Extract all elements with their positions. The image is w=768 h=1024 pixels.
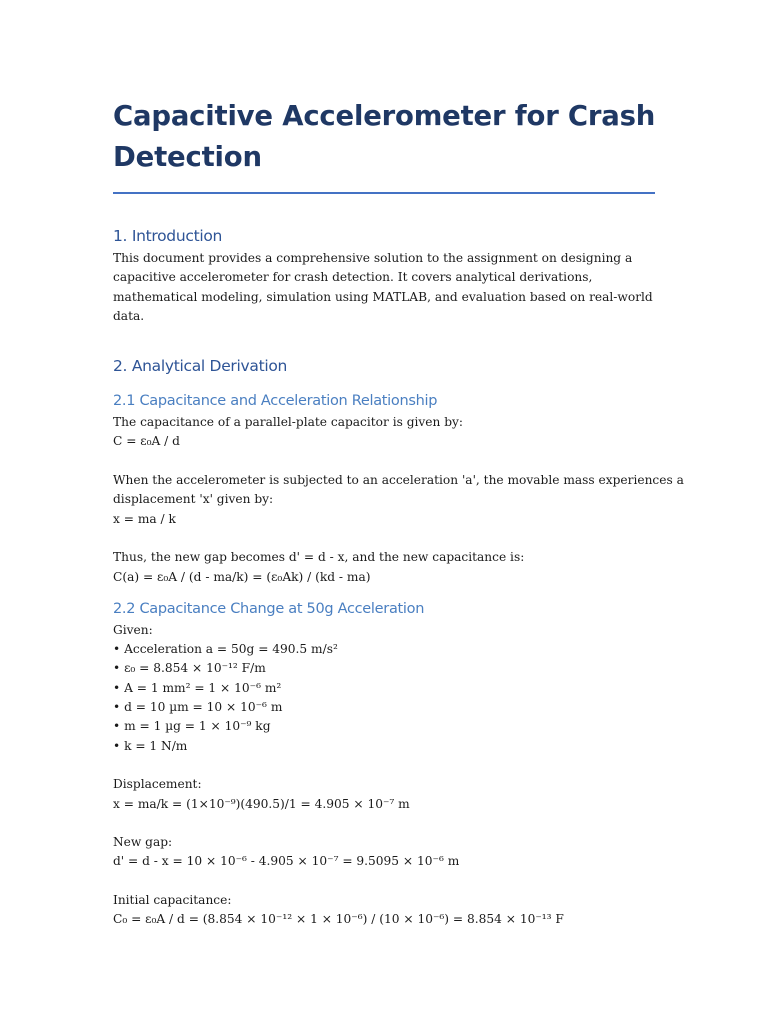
introduction-paragraph: This document provides a comprehensive solution to the assignment on designing a capacitive accelerometer for crash detection. It covers analytical derivations, mathematical modeling, simulation using MATLAB, and evaluation based on real-world data. [113, 251, 653, 323]
initial-capacitance-calculation: C₀ = ε₀A / d = (8.854 × 10⁻¹² × 1 × 10⁻⁶) / (10 × 10⁻⁶) = 8.854 × 10⁻¹³ F [113, 912, 564, 927]
spacer [113, 756, 658, 775]
given-item: • ε₀ = 8.854 × 10⁻¹² F/m [113, 661, 266, 676]
given-item: • d = 10 µm = 10 × 10⁻⁶ m [113, 700, 283, 715]
displacement-intro-text-2: displacement 'x' given by: [113, 492, 274, 507]
spacer [113, 452, 658, 471]
heading-capacitance-relationship: 2.1 Capacitance and Acceleration Relationship [113, 393, 438, 410]
heading-capacitance-change: 2.2 Capacitance Change at 50g Acceleration [113, 600, 425, 617]
displacement-intro-text-1: When the accelerometer is subjected to an acceleration 'a', the movable mass experiences a [113, 473, 684, 488]
new-gap-label: New gap: [113, 835, 173, 850]
given-item: • m = 1 µg = 1 × 10⁻⁹ kg [113, 719, 271, 734]
displacement-equation: x = ma / k [113, 511, 176, 526]
displacement-calculation: x = ma/k = (1×10⁻⁹)(490.5)/1 = 4.905 × 10⁻⁷ m [113, 796, 410, 811]
spacer [113, 529, 658, 548]
spacer [113, 814, 658, 833]
given-item: • Acceleration a = 50g = 490.5 m/s² [113, 642, 338, 657]
displacement-label: Displacement: [113, 777, 202, 792]
spacer [113, 872, 658, 891]
given-label: Given: [113, 622, 153, 637]
heading-analytical-derivation: 2. Analytical Derivation [113, 357, 288, 376]
initial-capacitance-label: Initial capacitance: [113, 893, 232, 908]
heading-introduction: 1. Introduction [113, 227, 223, 245]
new-gap-calculation: d' = d - x = 10 × 10⁻⁶ - 4.905 × 10⁻⁷ = 9.5095 × 10⁻⁶ m [113, 854, 460, 869]
given-item: • k = 1 N/m [113, 738, 188, 753]
new-gap-text: Thus, the new gap becomes d' = d - x, and the new capacitance is: [113, 550, 525, 565]
new-capacitance-equation: C(a) = ε₀A / (d - ma/k) = (ε₀Ak) / (kd - ma) [113, 569, 371, 584]
given-item: • A = 1 mm² = 1 × 10⁻⁶ m² [113, 680, 282, 695]
capacitance-equation: C = ε₀A / d [113, 434, 180, 449]
document-title: Capacitive Accelerometer for Crash Detection [113, 100, 656, 173]
capacitance-intro-text: The capacitance of a parallel-plate capacitor is given by: [113, 415, 464, 430]
document-body [113, 96, 684, 930]
title-divider [113, 192, 655, 194]
